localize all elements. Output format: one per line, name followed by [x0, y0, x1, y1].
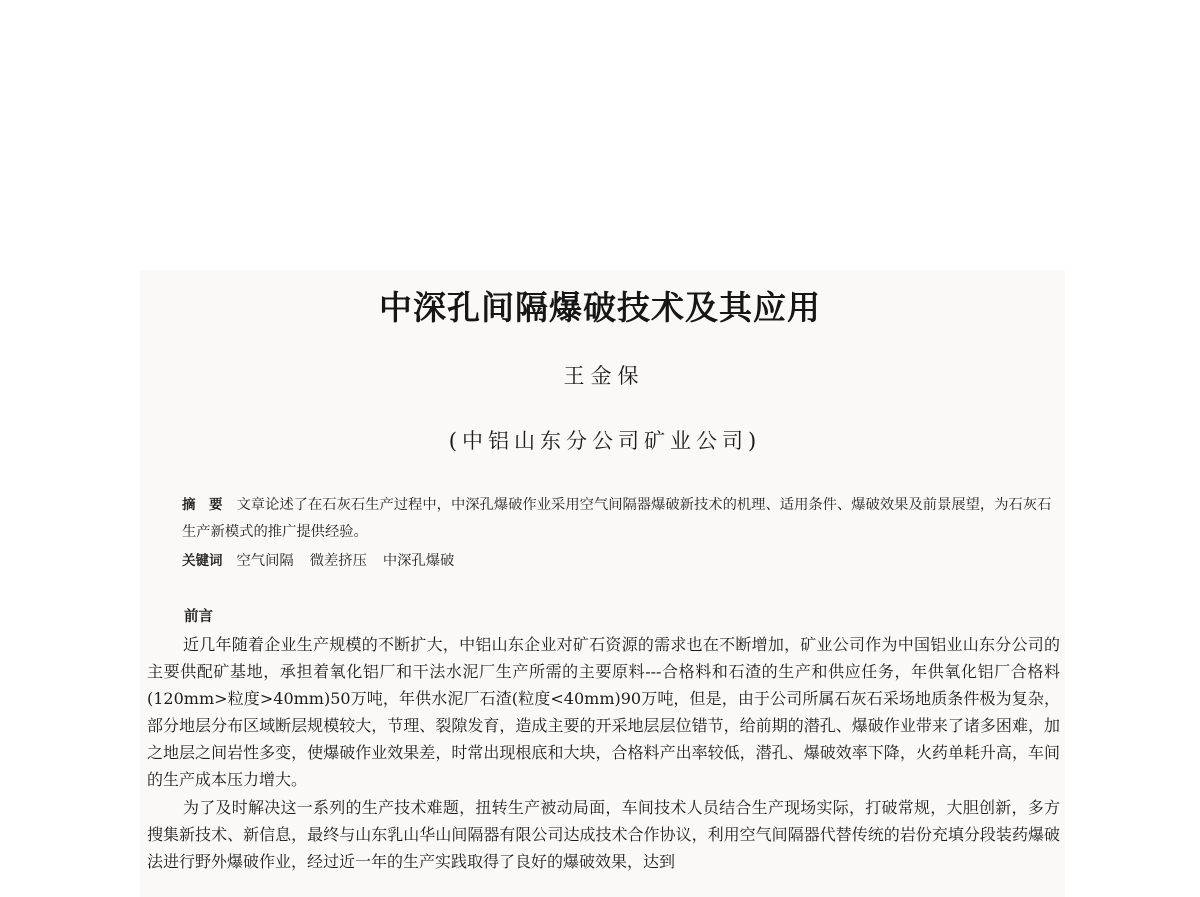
keyword-item: 空气间隔 [236, 553, 294, 569]
author-affiliation: (中铝山东分公司矿业公司) [448, 429, 762, 453]
keywords-label: 关键词 [182, 553, 223, 569]
abstract [182, 492, 1057, 546]
section-heading-preface: 前言 [184, 609, 213, 625]
abstract-label: 摘 要 [182, 497, 223, 513]
keywords [182, 548, 1057, 575]
abstract-text: 文章论述了在石灰石生产过程中，中深孔爆破作业采用空气间隔器爆破新技术的机理、适用条件、爆破效果及前景展望，为石灰石生产新模式的推广提供经验。 [182, 497, 1052, 540]
paragraph: 为了及时解决这一系列的生产技术难题，扭转生产被动局面，车间技术人员结合生产现场实际，打破常规，大胆创新，多方搜集新技术、新信息，最终与山东乳山华山间隔器有限公司达成技术合作协议，利用空气间隔器代替传统的岩份充填分段装药爆破法进行野外爆破作业，经过近一年的生产实践取得了良好的爆破效果，达到 [147, 797, 1060, 871]
article-title: 中深孔间隔爆破技术及其应用 [379, 288, 821, 327]
keyword-item: 微差挤压 [309, 553, 367, 569]
keyword-item: 中深孔爆破 [382, 553, 455, 569]
paragraph: 近几年随着企业生产规模的不断扩大，中铝山东企业对矿石资源的需求也在不断增加，矿业公司作为中国铝业山东分公司的主要供配矿基地，承担着氧化铝厂和干法水泥厂生产所需的主要原料---合格料和石渣的生产和供应任务，年供氧化铝厂合格料(120mm>粒度>40mm)50万吨，年供水泥厂石渣(粒度<40mm)90万吨，但是，由于公司所属石灰石采场地质条件极为复杂，部分地层分布区域断层规模较大，节理、裂隙发育，造成主要的开采地层层位错节，给前期的潜孔、爆破作业带来了诸多困难，加之地层之间岩性多变，使爆破作业效果差，时常出现根底和大块，合格料产出率较低，潜孔、爆破效率下降，火药单耗升高，车间的生产成本压力增大。 [147, 635, 1060, 790]
body-text [147, 631, 1060, 875]
article-author: 王金保 [563, 364, 645, 388]
